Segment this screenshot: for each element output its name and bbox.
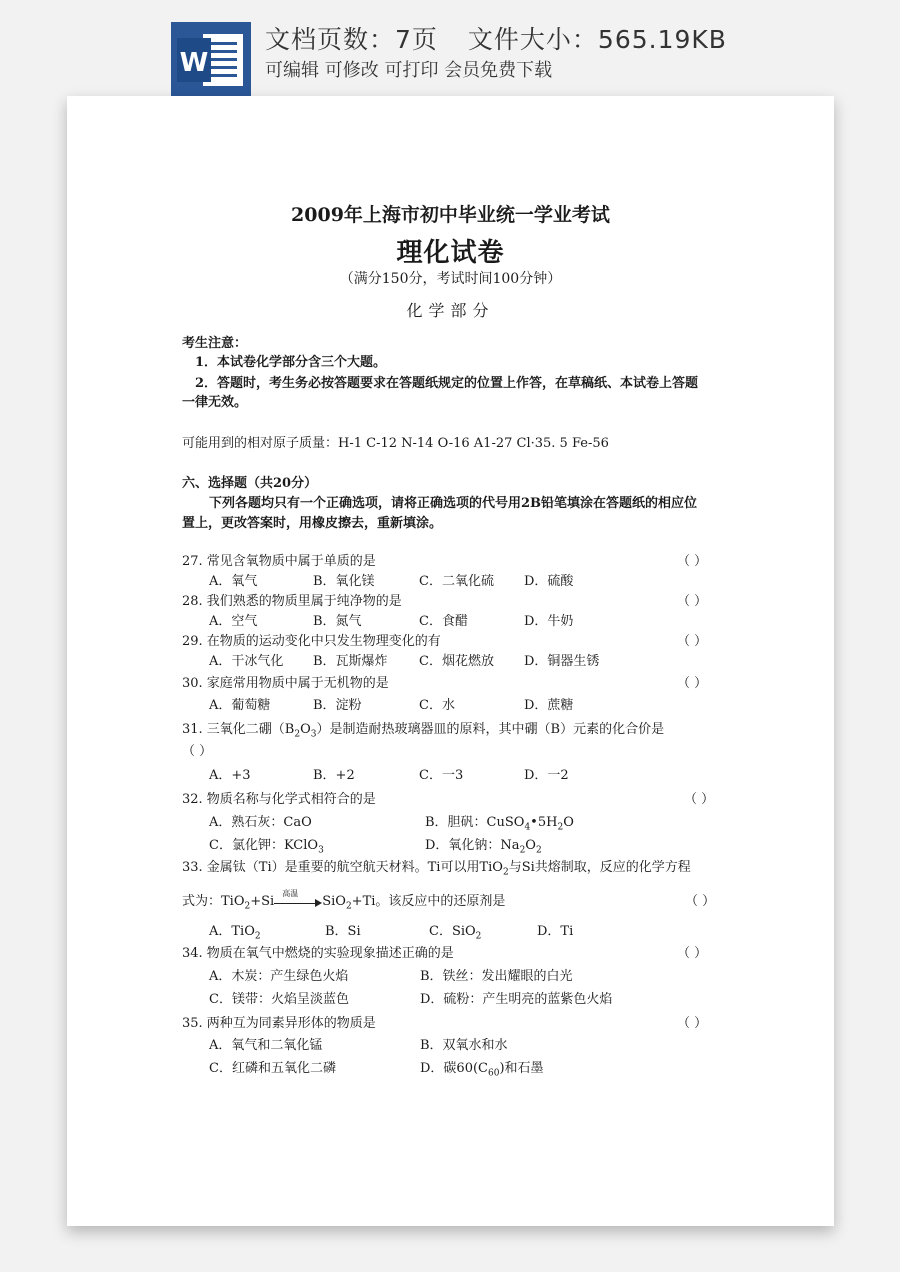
svg-text:W: W bbox=[179, 48, 209, 78]
option: B．氧化镁 bbox=[313, 574, 375, 589]
option: A．木炭：产生绿色火焰 bbox=[209, 969, 349, 984]
answer-paren: （ ） bbox=[677, 676, 708, 691]
option: D．硫粉：产生明亮的蓝紫色火焰 bbox=[420, 992, 613, 1007]
atomic-masses: 可能用到的相对原子质量：H-1 C-12 N-14 O-16 A1-27 Cl·35. 5 Fe-56 bbox=[182, 436, 609, 451]
notice-item-2: 2．答题时，考生务必按答题要求在答题纸规定的位置上作答，在草稿纸、本试卷上答题 bbox=[195, 376, 699, 391]
answer-paren: （ ） bbox=[677, 946, 708, 961]
option: C．镁带：火焰呈淡蓝色 bbox=[209, 992, 349, 1007]
instructions-line-1: 下列各题均只有一个正确选项，请将正确选项的代号用2B铅笔填涂在答题纸的相应位 bbox=[209, 496, 698, 511]
option: B．双氧水和水 bbox=[420, 1038, 508, 1053]
question-35: 35. 两种互为同素异形体的物质是 bbox=[182, 1016, 376, 1031]
answer-paren: （ ） bbox=[685, 894, 716, 909]
option: D．Ti bbox=[537, 924, 574, 939]
download-header bbox=[0, 0, 900, 96]
instructions-line-2: 置上，更改答案时，用橡皮擦去，重新填涂。 bbox=[182, 516, 443, 531]
section-title: 化学部分 bbox=[406, 301, 495, 320]
word-document-icon bbox=[171, 22, 251, 96]
option: A．干冰气化 bbox=[209, 654, 284, 669]
option: B．铁丝：发出耀眼的白光 bbox=[420, 969, 573, 984]
option: D．牛奶 bbox=[524, 614, 574, 629]
option: C．SiO$_2$ bbox=[429, 924, 482, 942]
option: C．氯化钾：KClO$_3$ bbox=[209, 838, 324, 856]
question-30: 30. 家庭常用物质中属于无机物的是 bbox=[182, 676, 389, 691]
option: C．烟花燃放 bbox=[419, 654, 494, 669]
reaction-arrow: 高温 bbox=[274, 895, 322, 909]
exam-subject: 理化试卷 bbox=[396, 238, 505, 268]
option: D．氧化钠：$Na_2O_2$ bbox=[425, 838, 542, 856]
notice-item-2-cont: 一律无效。 bbox=[182, 395, 248, 410]
answer-paren: （ ） bbox=[677, 634, 708, 649]
option: A．熟石灰：CaO bbox=[209, 815, 312, 830]
option: A．TiO$_2$ bbox=[209, 924, 261, 942]
answer-paren: （ ） bbox=[677, 594, 708, 609]
option: B．Si bbox=[325, 924, 361, 939]
option: B．瓦斯爆炸 bbox=[313, 654, 388, 669]
option: A．氧气 bbox=[209, 574, 258, 589]
option: D．铜器生锈 bbox=[524, 654, 600, 669]
option: B．胆矾：$CuSO_4•5H_2O$ bbox=[425, 815, 574, 833]
option: A．空气 bbox=[209, 614, 258, 629]
answer-paren: （ ） bbox=[182, 744, 213, 759]
option: B．氮气 bbox=[313, 614, 362, 629]
question-28: 28. 我们熟悉的物质里属于纯净物的是 bbox=[182, 594, 402, 609]
option: D．蔗糖 bbox=[524, 698, 574, 713]
option: A．葡萄糖 bbox=[209, 698, 271, 713]
option: B．淀粉 bbox=[313, 698, 362, 713]
option: C．一3 bbox=[419, 768, 464, 783]
exam-paper bbox=[67, 96, 834, 1226]
page-count: 文档页数：7页 bbox=[265, 25, 438, 54]
option: B．+2 bbox=[313, 768, 355, 783]
question-33-equation: 式为：TiO$_2$+Si 高温 SiO$_2$+Ti。该反应中的还原剂是 bbox=[182, 888, 506, 912]
notice-item-1: 1．本试卷化学部分含三个大题。 bbox=[195, 355, 387, 370]
answer-paren: （ ） bbox=[684, 792, 715, 807]
option: D．碳$60(C_{60})$和石墨 bbox=[420, 1061, 544, 1079]
option: C．红磷和五氧化二磷 bbox=[209, 1061, 336, 1076]
question-29: 29. 在物质的运动变化中只发生物理变化的有 bbox=[182, 634, 441, 649]
question-32: 32. 物质名称与化学式相符合的是 bbox=[182, 792, 376, 807]
question-31: 31. 三氧化二硼$(B_2O_3)$是制造耐热玻璃器皿的原料，其中硼（B）元素的化合价是 bbox=[182, 722, 665, 740]
option: C．食醋 bbox=[419, 614, 468, 629]
option: A．+3 bbox=[209, 768, 251, 783]
file-features: 可编辑 可修改 可打印 会员免费下载 bbox=[265, 60, 553, 81]
answer-paren: （ ） bbox=[677, 1016, 708, 1031]
option: A．氧气和二氧化锰 bbox=[209, 1038, 323, 1053]
option: C．水 bbox=[419, 698, 455, 713]
answer-paren: （ ） bbox=[677, 554, 708, 569]
option: D．一2 bbox=[524, 768, 569, 783]
exam-subtitle: （满分150分，考试时间100分钟） bbox=[339, 271, 562, 287]
file-info bbox=[265, 20, 727, 56]
notice-heading: 考生注意： bbox=[182, 336, 248, 351]
option: C．二氧化硫 bbox=[419, 574, 494, 589]
exam-title: 2009年上海市初中毕业统一学业考试 bbox=[291, 204, 610, 226]
question-27: 27. 常见含氧物质中属于单质的是 bbox=[182, 554, 376, 569]
section-6-heading: 六、选择题（共20分） bbox=[182, 476, 318, 491]
option: D．硫酸 bbox=[524, 574, 574, 589]
question-34: 34. 物质在氧气中燃烧的实验现象描述正确的是 bbox=[182, 946, 454, 961]
file-size: 文件大小：565.19KB bbox=[467, 25, 727, 54]
question-33: 33. 金属钛（Ti）是重要的航空航天材料。Ti可以用TiO$_2$与Si共熔制取，反应的化学方程 bbox=[182, 860, 691, 878]
